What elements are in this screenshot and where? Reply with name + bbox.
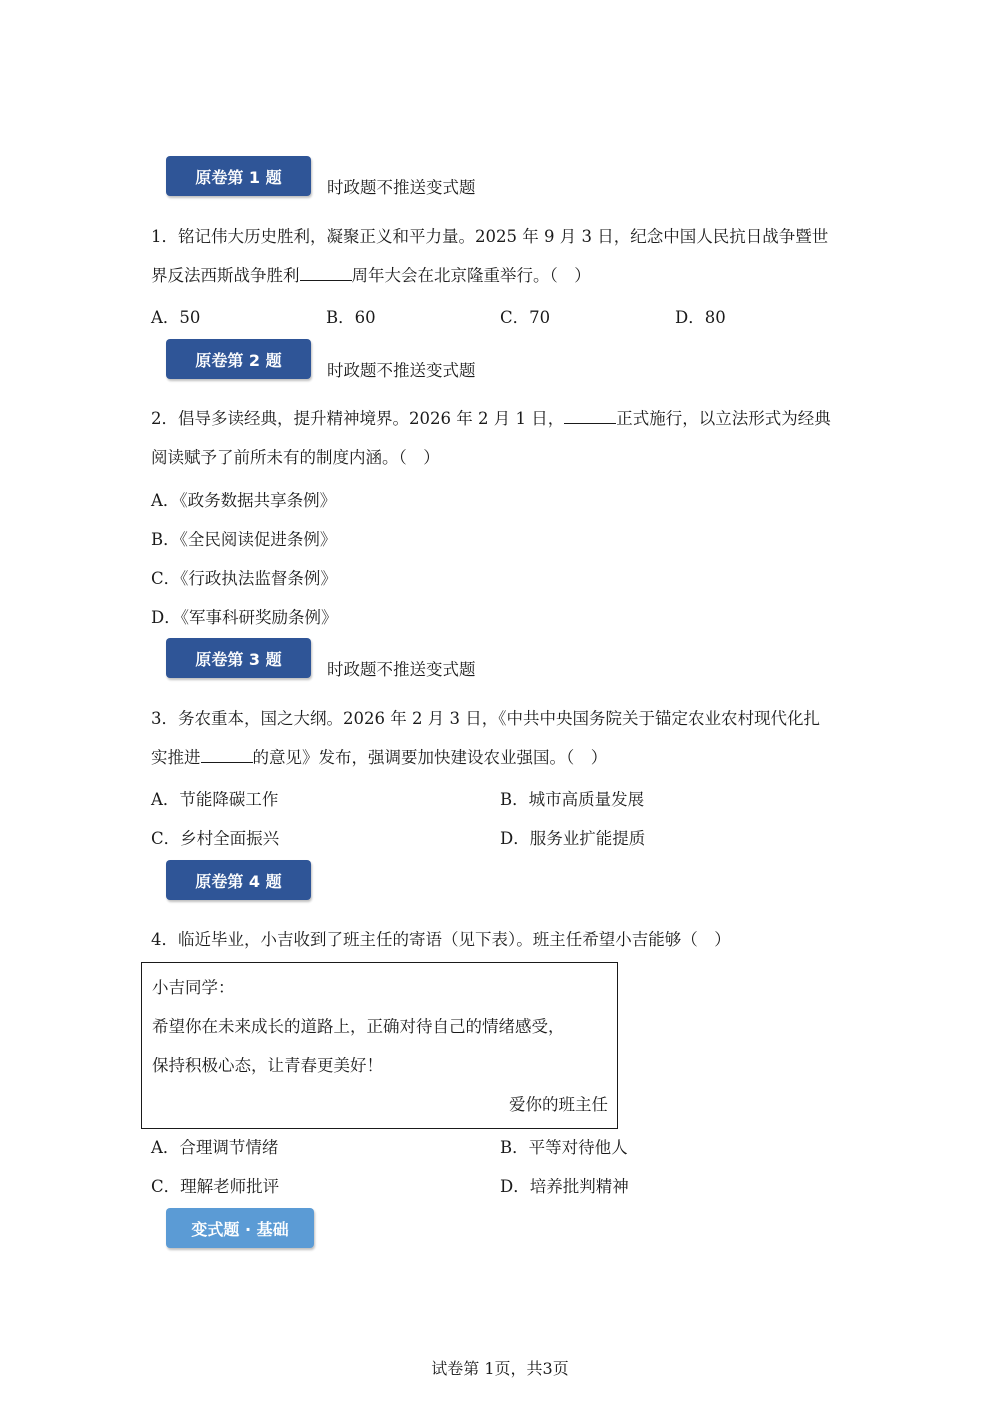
message-line-2: 保持积极心态，让青春更美好！	[152, 1056, 383, 1075]
no-variant-note-3: 时政题不推送变式题	[327, 660, 476, 679]
q3-option-d: D．服务业扩能提质	[500, 829, 646, 848]
original-question-badge-1: 原卷第 1 题	[166, 156, 311, 196]
question-2-stem	[151, 399, 851, 477]
q4-option-c: C．理解老师批评	[151, 1177, 280, 1196]
no-variant-note-1: 时政题不推送变式题	[327, 178, 476, 197]
message-greeting: 小吉同学：	[152, 978, 235, 997]
question-3-stem	[151, 699, 851, 777]
question-2-text-pre: 2．倡导多读经典，提升精神境界。2026 年 2 月 1 日，	[151, 409, 565, 428]
q1-option-c: C．70	[500, 308, 551, 327]
q1-option-b: B．60	[326, 308, 376, 327]
q2-option-c: C．《行政执法监督条例》	[151, 569, 337, 588]
q2-option-d: D．《军事科研奖励条例》	[151, 608, 338, 627]
question-2-line-2: 阅读赋予了前所未有的制度内涵。（ ）	[151, 448, 440, 467]
question-1-line-2	[151, 256, 851, 295]
question-3-text-post: 的意见》发布，强调要加快建设农业强国。（ ）	[252, 748, 608, 767]
q1-option-a: A．50	[151, 308, 201, 327]
question-4-stem: 4．临近毕业，小吉收到了班主任的寄语（见下表）。班主任希望小吉能够（ ）	[151, 930, 731, 949]
q4-option-a: A．合理调节情绪	[151, 1138, 279, 1157]
question-1-text-post: 周年大会在北京隆重举行。（ ）	[351, 266, 591, 285]
question-1-text-pre: 界反法西斯战争胜利	[151, 266, 300, 285]
q1-option-d: D．80	[675, 308, 726, 327]
message-line-1: 希望你在未来成长的道路上，正确对待自己的情绪感受，	[152, 1017, 565, 1036]
q3-option-b: B．城市高质量发展	[500, 790, 645, 809]
page-footer: 试卷第 1页，共3页	[431, 1359, 569, 1378]
question-3-line-2	[151, 738, 851, 777]
question-3-text-pre: 实推进	[151, 748, 201, 767]
q3-option-a: A．节能降碳工作	[151, 790, 279, 809]
no-variant-note-2: 时政题不推送变式题	[327, 361, 476, 380]
question-2-line-1	[151, 399, 851, 438]
answer-blank	[564, 405, 616, 424]
q4-option-b: B．平等对待他人	[500, 1138, 628, 1157]
question-1-line-1: 1．铭记伟大历史胜利，凝聚正义和平力量。2025 年 9 月 3 日，纪念中国人民抗日战争暨世	[151, 227, 829, 246]
original-question-badge-4: 原卷第 4 题	[166, 860, 311, 900]
question-2-text-post: 正式施行，以立法形式为经典	[616, 409, 831, 428]
answer-blank	[201, 744, 253, 763]
q4-option-d: D．培养批判精神	[500, 1177, 629, 1196]
answer-blank	[300, 262, 352, 281]
question-3-line-1: 3．务农重本，国之大纲。2026 年 2 月 3 日，《中共中央国务院关于锚定农业农村现代化扎	[151, 709, 820, 728]
original-question-badge-2: 原卷第 2 题	[166, 339, 311, 379]
variant-basic-badge: 变式题 · 基础	[166, 1208, 314, 1248]
message-signature: 爱你的班主任	[509, 1095, 608, 1114]
teacher-message-box	[141, 962, 618, 1129]
q2-option-b: B．《全民阅读促进条例》	[151, 530, 337, 549]
question-1-stem	[151, 217, 851, 295]
original-question-badge-3: 原卷第 3 题	[166, 638, 311, 678]
q3-option-c: C．乡村全面振兴	[151, 829, 280, 848]
q2-option-a: A．《政务数据共享条例》	[151, 491, 337, 510]
